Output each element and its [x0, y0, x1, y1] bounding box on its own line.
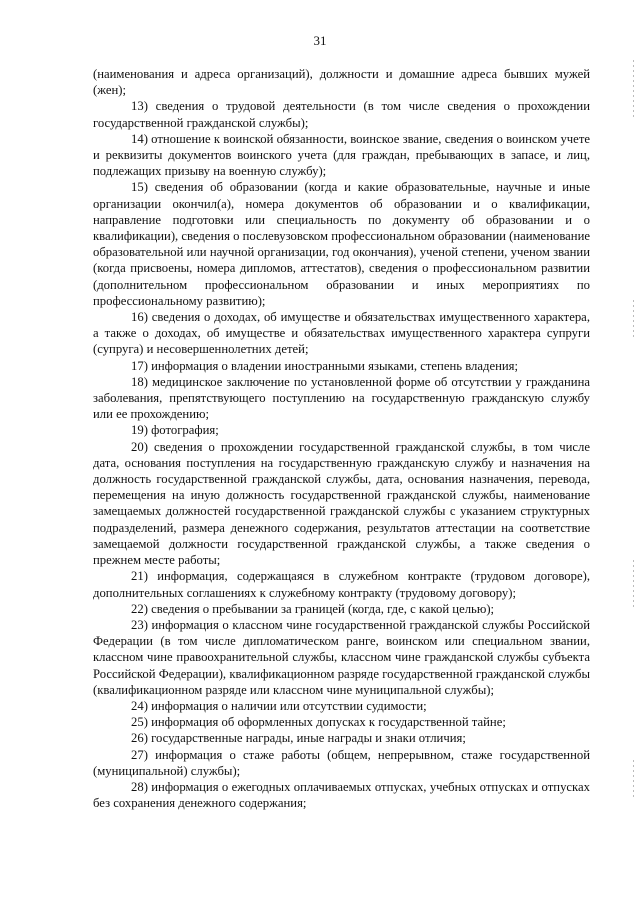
- paragraph-17: 17) информация о владении иностранными языками, степень владения;: [131, 358, 519, 373]
- paragraph-19: 19) фотография;: [131, 423, 219, 438]
- paragraph-22: 22) сведения о пребывании за границей (когда, где, с какой целью);: [131, 601, 495, 616]
- paragraph-12-continuation: (наименования и адреса организаций), должности и домашние адреса бывших мужей (жен);: [93, 67, 590, 98]
- page-number: 31: [313, 33, 327, 48]
- paragraph-20: 20) сведения о прохождении государственной гражданской службы, в том числе дата, основания поступления на государственную гражданскую службу и назначения на должность государственной гражданской службы, дата, основания назначения, перевода, перемещения на иную должность государственной гражданской службы, наименование замещаемых должностей государственной гражданской службы с указанием структурных подразделений, размера денежного содержания, результатов аттестации на соответствие замещаемой должности государственной гражданской службы, а также сведения о прежнем месте работы;: [93, 439, 590, 568]
- paragraph-14: 14) отношение к воинской обязанности, воинское звание, сведения о воинском учете и реквизиты документов воинского учета (для граждан, пребывающих в запасе, и лиц, подлежащих призыву на военную службу);: [93, 131, 590, 179]
- paragraph-23: 23) информация о классном чине государственной гражданской службы Российской Федерации (в том числе дипломатическом ранге, воинском или специальном звании, классном чине правоохранительной службы, классном чине гражданской службы субъекта Российской Федерации), квалификационном разряде государственной гражданской службы (квалификационном разряде или классном чине муниципальной службы);: [93, 617, 590, 697]
- paragraph-27: 27) информация о стаже работы (общем, непрерывном, стаже государственной (муниципальной) службы);: [93, 747, 590, 778]
- paragraph-26: 26) государственные награды, иные награды и знаки отличия;: [131, 731, 466, 746]
- scan-edge-mark: [633, 560, 634, 610]
- paragraph-13: 13) сведения о трудовой деятельности (в том числе сведения о прохождении государственной гражданской службы);: [93, 99, 590, 130]
- paragraph-21: 21) информация, содержащаяся в служебном контракте (трудовом договоре), дополнительных соглашениях к служебному контракту (трудовому договору);: [93, 569, 590, 600]
- paragraph-24: 24) информация о наличии или отсутствии судимости;: [131, 698, 427, 713]
- paragraph-28: 28) информация о ежегодных оплачиваемых отпусках, учебных отпусках и отпусках без сохранения денежного содержания;: [93, 779, 590, 811]
- scan-edge-mark: [633, 300, 634, 340]
- paragraph-16: 16) сведения о доходах, об имуществе и обязательствах имущественного характера, а также о доходах, об имуществе и обязательствах имущественного характера супруги (супруга) и несовершеннолетних детей;: [93, 310, 590, 357]
- scan-edge-mark: [633, 760, 634, 800]
- scan-edge-mark: [633, 60, 634, 120]
- paragraph-25: 25) информация об оформленных допусках к государственной тайне;: [131, 715, 506, 730]
- paragraph-18: 18) медицинское заключение по установленной форме об отсутствии у гражданина заболевания, препятствующего поступлению на государственную гражданскую службу или ее прохождению;: [93, 374, 590, 422]
- paragraph-15: 15) сведения об образовании (когда и какие образовательные, научные и иные организации окончил(а), номера документов об образовании и о квалификации, направление подготовки или специальность по документу об образовании и о квалификации), сведения о послевузовском профессиональном образовании (наименование образовательной или научной организации, год окончания), ученой степени, ученом звании (когда присвоены, номера дипломов, аттестатов), сведения о профессиональном развитии (дополнительном профессиональном образовании и иных мероприятиях по профессиональному развитию);: [93, 180, 590, 308]
- document-body: [93, 66, 590, 811]
